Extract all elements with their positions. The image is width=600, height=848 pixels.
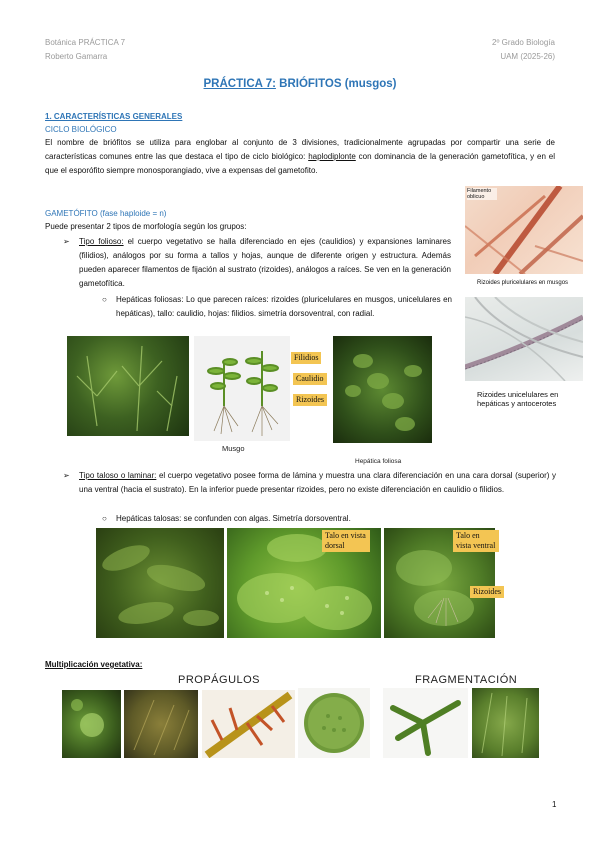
page-number: 1 [552,800,557,809]
fragmentation-photo-1 [383,688,468,758]
micrograph-caption-1: Rizoides pluricelulares en musgos [477,280,569,286]
moss-caption: Musgo [222,444,245,453]
filament-propagules-graphic [202,690,295,758]
title-rest: BRIÓFITOS (musgos) [275,78,397,90]
label-dorsal-view: Talo en vista dorsal [322,530,370,552]
label-rizoides-2: Rizoides [470,586,504,598]
header-degree: 2º Grado Biología [492,38,555,47]
thalloid-subbullet [102,512,516,526]
gemma-disc-graphic [298,688,370,758]
cycle-text-c: con dominancia de la generación gametofítica, y en el que el esporófito siempre monosporangiado, vive a expensas del gametofito. [45,152,556,175]
propagule-photo-3 [202,690,295,758]
thalloid-photo-1 [96,528,224,638]
micrograph-label: Filamento oblicuo [467,188,497,200]
brood-bodies-graphic [124,690,198,758]
micrograph-caption-2: Rizoides unicelulares en hepáticas y antocerotes [477,390,559,408]
label-ventral-view: Talo en vista ventral [453,530,499,552]
arrow-bullet-icon: ➢ [63,471,70,480]
liverwort-caption: Hepática foliosa [355,458,402,465]
label-caulidio: Caulidio [293,373,327,385]
page-title [0,78,600,90]
fragment-thallus-graphic [383,688,468,758]
thallus-lobes-graphic [96,528,224,638]
foliose-sub-text: Hepáticas foliosas: Lo que parecen raíces: rizoides (pluricelulares en musgos, unicelulares en hepáticas), tallo: caulidio, hojas: filidios. simetría dorsoventral, con radial. [116,295,452,318]
title-prefix: PRÁCTICA 7: [203,78,276,90]
foliose-label: Tipo folioso: [79,237,124,246]
gemma-cups-graphic [62,690,121,758]
header-author: Roberto Gamarra [45,52,108,61]
section-heading: 1. CARACTERÍSTICAS GENERALES [45,112,183,121]
propagule-photo-1 [62,690,121,758]
cycle-term: haplodiplonte [308,152,356,161]
header-university: UAM (2025-26) [500,52,555,61]
moss-photo [67,336,189,436]
foliose-liverwort-photo [333,336,432,443]
fragment-moss-graphic [472,688,539,758]
unicellular-rhizoids-graphic [465,297,583,381]
propagule-photo-4 [298,688,370,758]
fragmentacion-heading: FRAGMENTACIÓN [415,674,518,686]
cycle-paragraph [45,136,555,178]
circle-bullet-icon: ○ [102,514,107,523]
cycle-text-a: El nombre de briófitos se utiliza para englobar al conjunto de 3 divisiones, tradicionalmente agrupadas por compartir una serie de características comunes entre las que destaca el tipo de ciclo biológico: [45,138,555,161]
gametofito-intro: Puede presentar 2 tipos de morfología según los grupos: [45,222,247,231]
micrograph-pluricellular-rhizoids [465,186,583,274]
thalloid-text: el cuerpo vegetativo posee forma de lámina y muestra una clara diferenciación en una cara dorsal (superior) y una ventral (hacia el sustrato). En la inferior puede presentar rizoides, pero no existe diferenciación en caulidio o filidios. [79,471,557,494]
arrow-bullet-icon: ➢ [63,237,70,246]
thalloid-sub-text: Hepáticas talosas: se confunden con algas. Simetría dorsoventral. [116,514,351,523]
foliose-text: el cuerpo vegetativo se halla diferenciado en ejes (caulidios) y expansiones laminares (filidios), análogos por su forma a tallos y hojas, aunque de diferente origen y estructura. Además pueden aparecer filamentos de fijación al sustrato (rizoides), análogos a raíces. Se ven en la generación gametofítica. [79,237,451,288]
foliose-subbullet [102,293,452,321]
circle-bullet-icon: ○ [102,295,107,304]
label-rizoides: Rizoides [293,394,327,406]
moss-leaves-graphic [67,336,189,436]
propagule-photo-2 [124,690,198,758]
header-course: Botánica PRÁCTICA 7 [45,38,126,47]
liverwort-leaves-graphic [333,336,432,443]
gametofito-heading: GAMETÓFITO (fase haploide = n) [45,209,167,218]
foliose-bullet [63,235,451,291]
label-filidios: Filidios [291,352,321,364]
fragmentation-photo-2 [472,688,539,758]
moss-diagram-photo [194,336,290,441]
micrograph-unicellular-rhizoids [465,297,583,381]
propagulos-heading: PROPÁGULOS [178,674,261,686]
thalloid-bullet [63,469,557,497]
cycle-heading: CICLO BIOLÓGICO [45,125,117,134]
moss-plant-graphic [194,336,290,441]
multiplication-heading: Multiplicación vegetativa: [45,660,143,669]
thalloid-label: Tipo taloso o laminar: [79,471,157,480]
